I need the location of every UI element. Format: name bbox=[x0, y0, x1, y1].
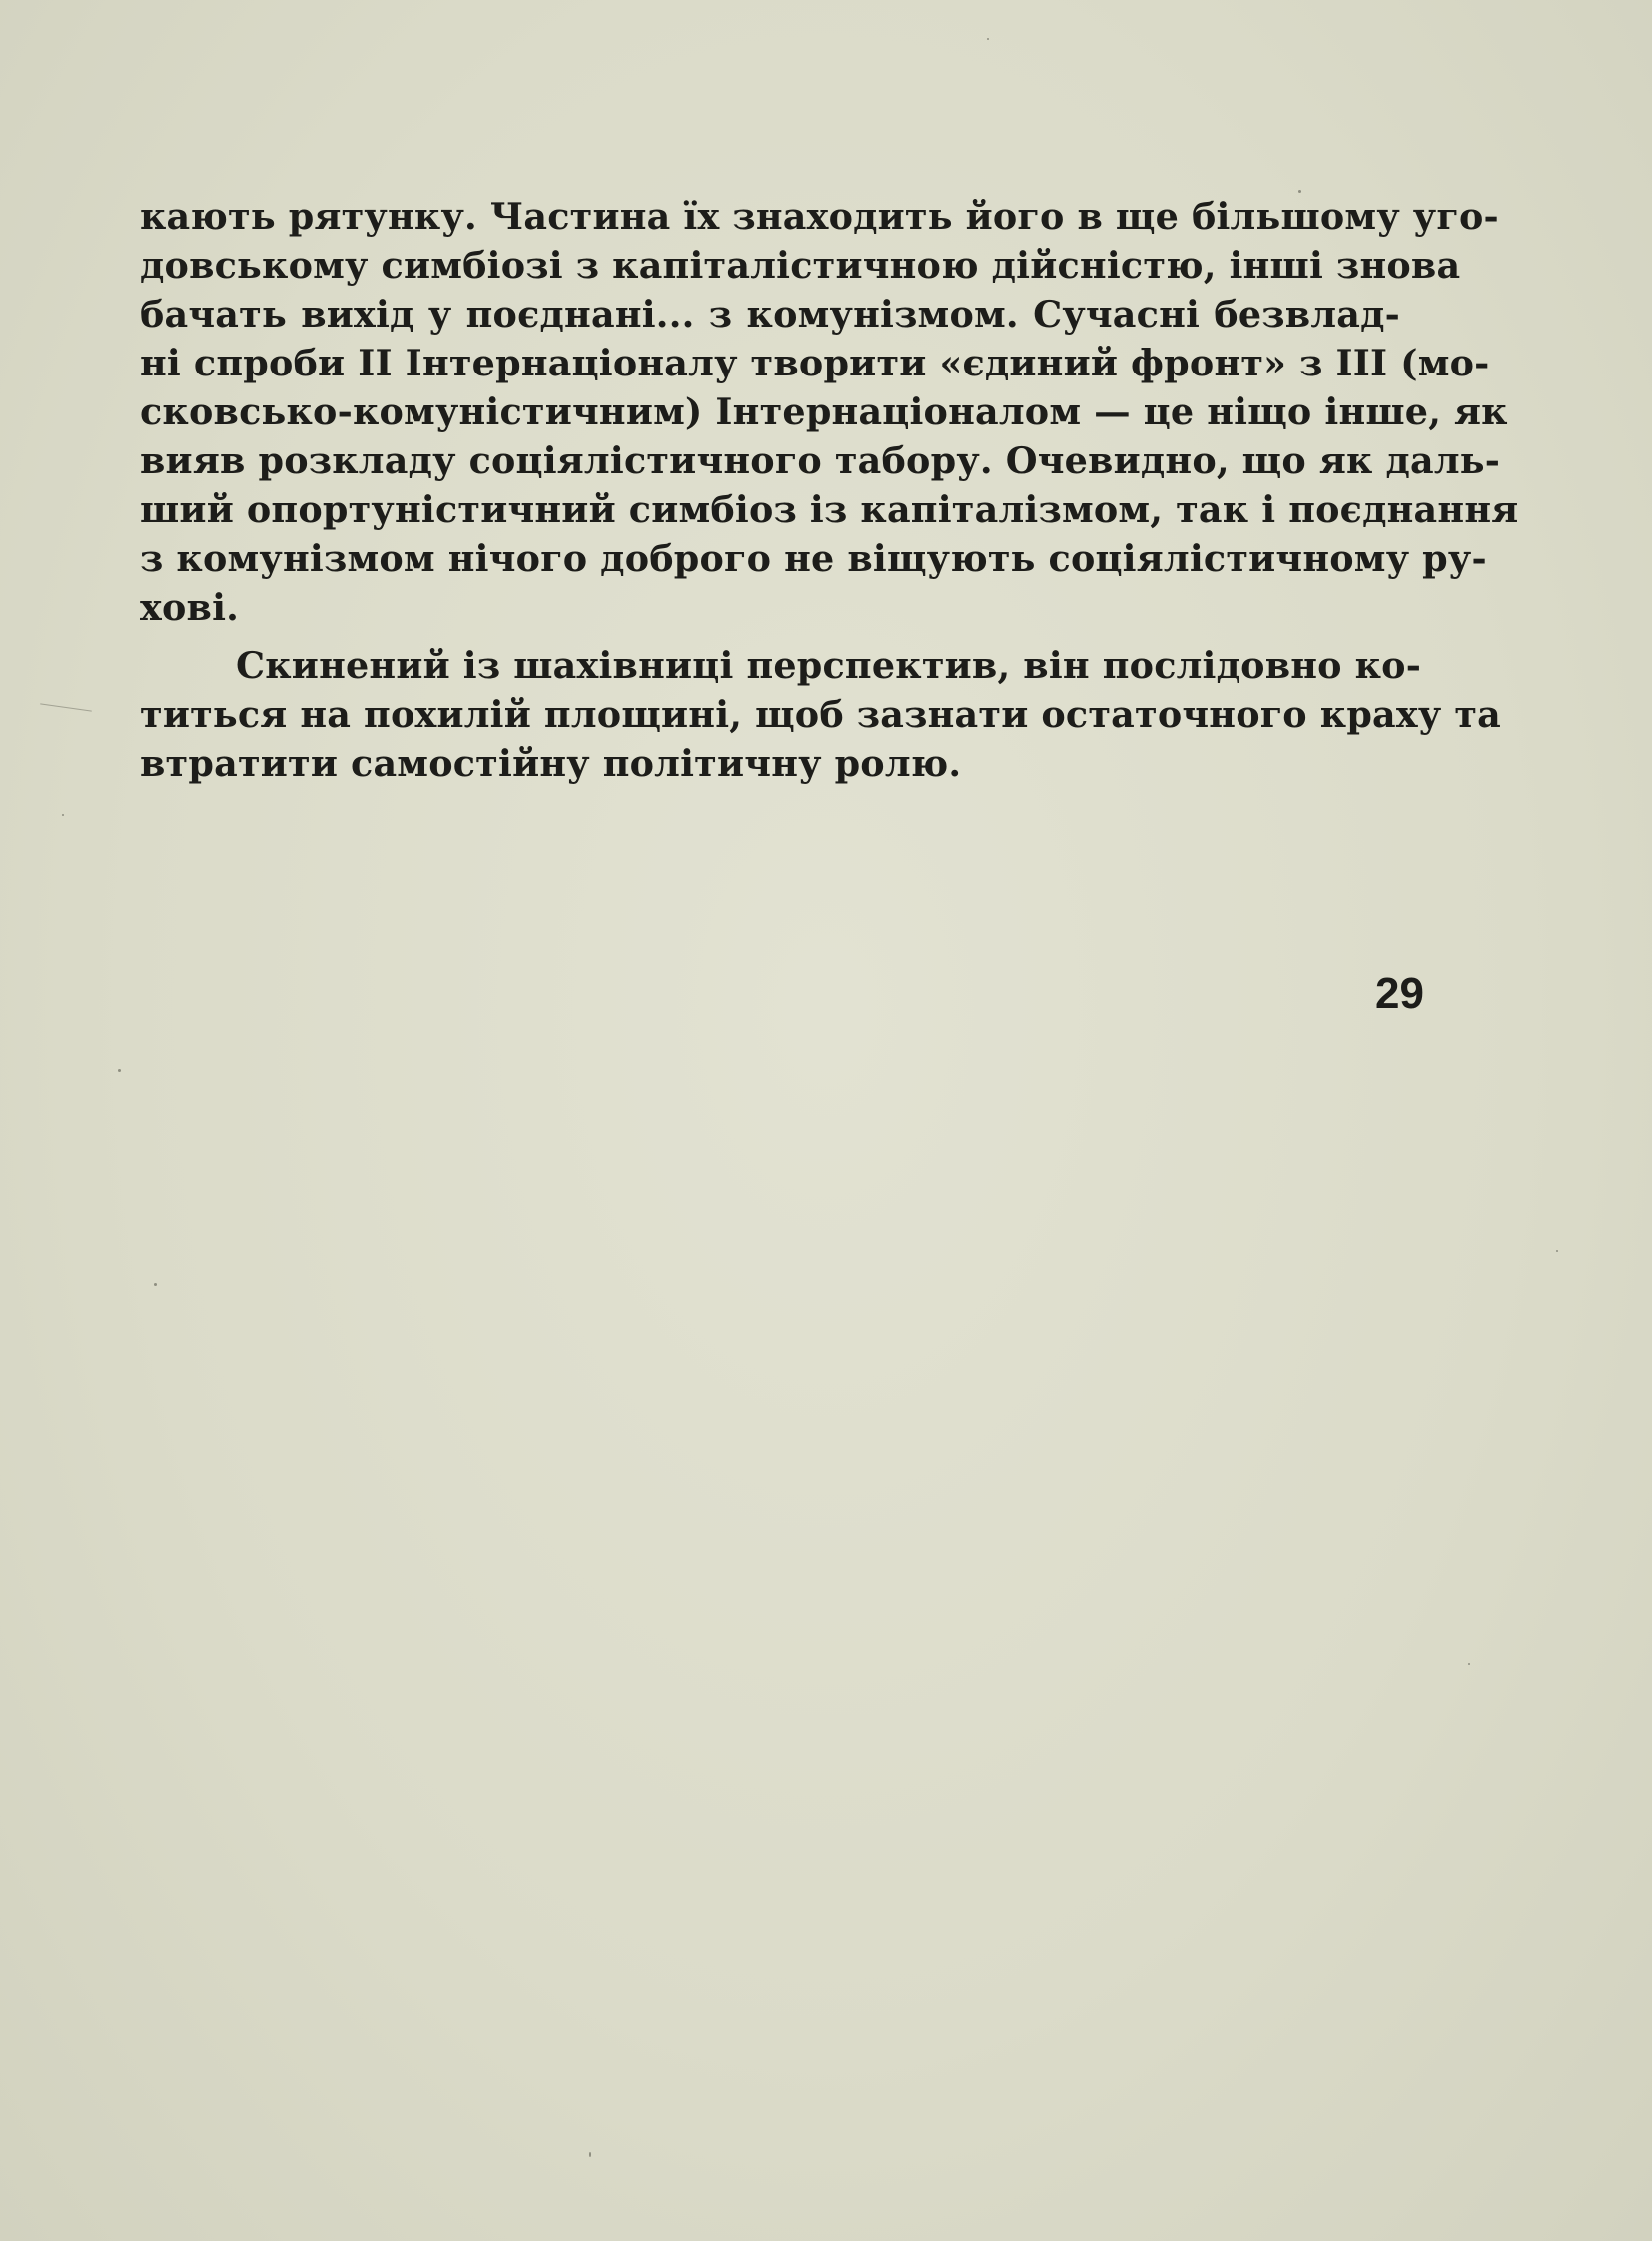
text-line: хові. bbox=[140, 586, 240, 629]
body-text bbox=[140, 192, 1519, 788]
text-line: сковсько-комуністичним) Інтернаціоналом — це ніщо інше, як bbox=[140, 390, 1508, 433]
page-speck bbox=[154, 1283, 157, 1286]
page-speck bbox=[1468, 1663, 1470, 1665]
text-line: довському симбіозі з капіталістичною дійсністю, інші знова bbox=[140, 244, 1461, 287]
page-speck bbox=[987, 38, 989, 40]
text-line: титься на похилій площині, щоб зазнати остаточного краху та bbox=[140, 693, 1501, 736]
page-speck bbox=[118, 1069, 121, 1072]
text-line: вияв розкладу соціялістичного табору. Очевидно, що як даль- bbox=[140, 439, 1501, 482]
page-speck bbox=[589, 2152, 591, 2157]
page-number: 29 bbox=[1375, 969, 1424, 1018]
text-line: з комунізмом нічого доброго не віщують соціялістичному ру- bbox=[140, 537, 1487, 580]
paragraph-gap bbox=[140, 632, 1400, 641]
text-line: Скинений із шахівниці перспектив, він послідовно ко- bbox=[236, 644, 1422, 687]
page-scratch bbox=[40, 703, 92, 711]
text-line: кають рятунку. Частина їх знаходить його в ще більшому уго- bbox=[140, 195, 1499, 238]
page-speck bbox=[1556, 1250, 1558, 1252]
text-line: ні спроби II Інтернаціоналу творити «єдиний фронт» з III (мо- bbox=[140, 342, 1490, 384]
text-line: ший опортуністичний симбіоз із капіталізмом, так і поєднання bbox=[140, 488, 1519, 531]
paragraph-1 bbox=[140, 192, 1519, 632]
text-line: бачать вихід у поєднані... з комунізмом. Сучасні безвлад- bbox=[140, 293, 1400, 336]
text-line: втратити самостійну політичну ролю. bbox=[140, 742, 962, 785]
paragraph-2 bbox=[140, 641, 1501, 788]
page-speck bbox=[62, 814, 64, 816]
